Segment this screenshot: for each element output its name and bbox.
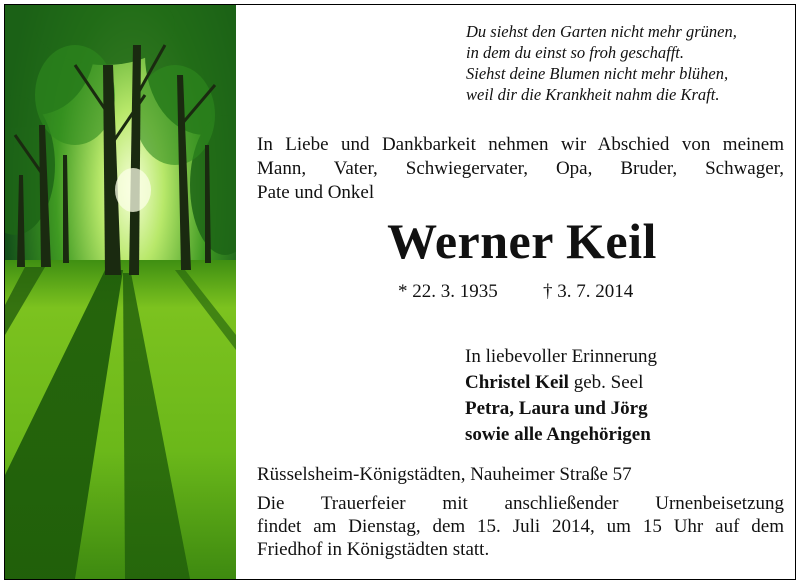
mourners-block	[465, 344, 657, 448]
mourner-name: Christel Keil	[465, 372, 569, 393]
mourner-line	[465, 370, 657, 396]
mourner-names: Petra, Laura und Jörg	[465, 398, 648, 419]
death-date: † 3. 7. 2014	[543, 281, 634, 302]
obituary-card	[4, 4, 796, 580]
poem-line: weil dir die Krankheit nahm die Kraft.	[466, 85, 720, 104]
obituary-text	[257, 5, 787, 579]
funeral-notice	[257, 492, 784, 561]
deceased-name: Werner Keil	[387, 213, 657, 269]
poem-line: Du siehst den Garten nicht mehr grünen,	[466, 22, 737, 41]
intro-line: Pate und Onkel	[257, 182, 375, 203]
park-trees-photo	[5, 5, 236, 579]
funeral-line: Friedhof in Königstädten statt.	[257, 539, 490, 560]
funeral-line: findet am Dienstag, dem 15. Juli 2014, um 15 Uhr auf dem	[257, 516, 784, 537]
mourner-line	[465, 422, 657, 448]
mourner-relatives: sowie alle Angehörigen	[465, 424, 651, 445]
intro-line: Mann, Vater, Schwiegervater, Opa, Bruder, Schwager,	[257, 158, 784, 179]
funeral-line: Die Trauerfeier mit anschließender Urnenbeisetzung	[257, 493, 784, 514]
poem-line: Siehst deine Blumen nicht mehr blühen,	[466, 64, 729, 83]
intro-line: In Liebe und Dankbarkeit nehmen wir Abschied von meinem	[257, 134, 784, 155]
birth-date: * 22. 3. 1935	[398, 281, 498, 302]
poem	[466, 21, 786, 105]
mourner-line	[465, 396, 657, 422]
address: Rüsselsheim-Königstädten, Nauheimer Straße 57	[257, 464, 632, 485]
farewell-intro	[257, 133, 784, 205]
memory-heading: In liebevoller Erinnerung	[465, 346, 658, 367]
mourner-maiden-name: geb. Seel	[568, 372, 644, 393]
poem-line: in dem du einst so froh geschafft.	[466, 43, 684, 62]
